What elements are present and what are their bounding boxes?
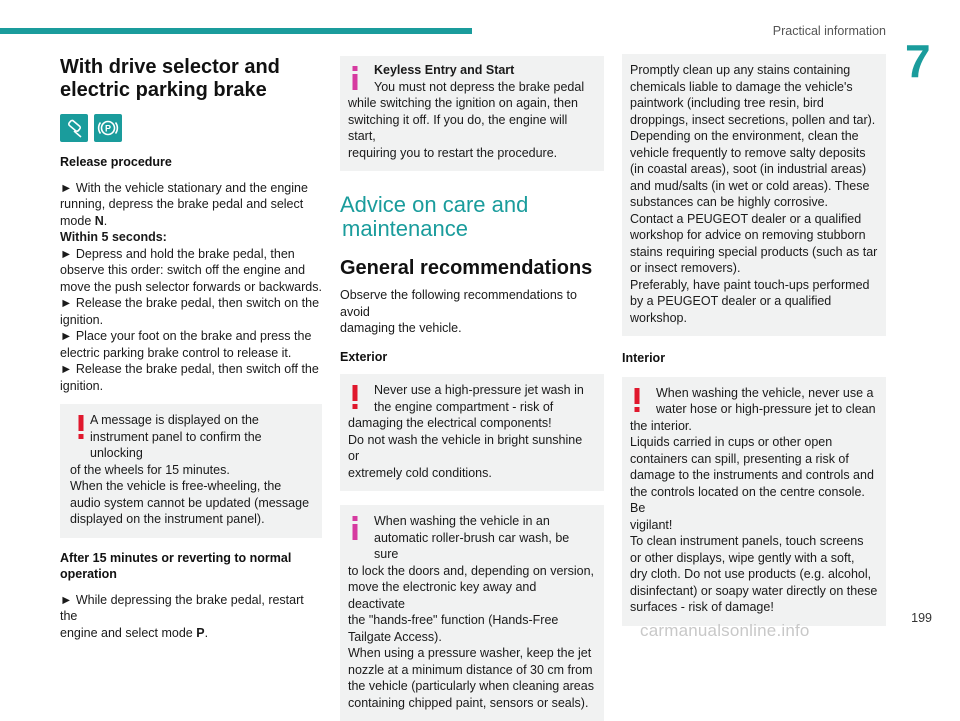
watermark: carmanualsonline.info xyxy=(640,621,810,640)
column-2 xyxy=(340,56,604,721)
advice-title: Advice on care and maintenance xyxy=(340,192,529,241)
info-icon xyxy=(346,65,364,91)
svg-text:P: P xyxy=(104,123,112,134)
after-15-heading: After 15 minutes or reverting to normal operation xyxy=(60,550,292,581)
drive-selector-title: With drive selector and electric parking brake xyxy=(60,56,280,101)
section-header: Practical information xyxy=(772,24,886,38)
keyless-title: Keyless Entry and Start xyxy=(374,63,515,77)
observe-text: Observe the following recommendations to avoid damaging the vehicle. xyxy=(340,288,577,335)
page-number: 199 xyxy=(911,611,932,625)
info-box-car-wash: When washing the vehicle in an automatic roller-brush car wash, be sure to lock the doors and, depending on version, move the electronic key away and deactivate the "hands-free" function (Hands-Free Tailgate Access). When using a pressure washer, keep the jet nozzle at a minimum distance of 30 cm from the vehicle (particularly when cleaning areas containing chipped paint, sensors or seals). xyxy=(340,505,604,721)
general-recommendations-heading: General recommendations xyxy=(340,257,593,279)
parking-brake-icon xyxy=(94,114,122,142)
top-accent-bar xyxy=(0,28,472,34)
warning-icon xyxy=(628,387,646,413)
warning-icon xyxy=(72,414,90,440)
warning-icon xyxy=(346,384,364,410)
release-heading: Release procedure xyxy=(60,155,172,169)
column-3 xyxy=(622,54,886,626)
release-steps: ► With the vehicle stationary and the engine running, depress the brake pedal and select mode N. Within 5 seconds: ► Depress and hold the brake pedal, then observe this order: switch off the engine and move the push selector forwards or backwards. ► Release the brake pedal, then switch on the ignition. ► Place your foot on the brake and press the electric parking brake control to release it. ► Release the brake pedal, then switch off the ignition. xyxy=(60,180,322,393)
after-steps: ► While depressing the brake pedal, restart the engine and select mode P. xyxy=(60,592,304,640)
exterior-heading: Exterior xyxy=(340,349,388,364)
info-box-keyless: Keyless Entry and Start You must not depress the brake pedal while switching the ignition on again, then switching it off. If you do, the engine will start, requiring you to restart the procedure. xyxy=(340,56,604,171)
interior-heading: Interior xyxy=(622,351,666,365)
within-label: Within 5 seconds: xyxy=(60,230,167,244)
stains-advice-box: Promptly clean up any stains containing chemicals liable to damage the vehicle's paintwork (including tree resin, bird droppings, insect secretions, pollen and tar). Depending on the environment, clean the vehicle frequently to remove salty deposits (in coastal areas), soot (in industrial areas) and mud/salts (in wet or cold areas). These substances can be highly corrosive. Contact a PEUGEOT dealer or a qualified workshop for advice on removing stubborn stains requiring special products (such as tar or insect removers). Preferably, have paint touch-ups performed by a PEUGEOT dealer or a qualified workshop. xyxy=(622,54,886,336)
warning-box: A message is displayed on the instrument panel to confirm the unlocking of the wheels for 15 minutes. When the vehicle is free-wheeling, the audio system cannot be updated (message displayed on the instrument panel). xyxy=(60,404,322,538)
drive-selector-icon xyxy=(60,114,88,142)
chapter-number: 7 xyxy=(905,35,931,87)
feature-icons xyxy=(60,114,322,142)
column-1 xyxy=(60,56,322,641)
warning-box-interior: When washing the vehicle, never use a water hose or high-pressure jet to clean the interior. Liquids carried in cups or other open containers can spill, presenting a risk of damage to the instruments and controls and the controls located on the centre console. Be vigilant! To clean instrument panels, touch screens or other displays, wipe gently with a soft, dry cloth. Do not use products (e.g. alcohol, disinfectant) or soapy water directly on these surfaces - risk of damage! xyxy=(622,377,886,626)
warning-box-exterior: Never use a high-pressure jet wash in the engine compartment - risk of damaging the electrical components! Do not wash the vehicle in bright sunshine or extremely cold conditions. xyxy=(340,374,604,491)
info-icon xyxy=(346,515,364,541)
